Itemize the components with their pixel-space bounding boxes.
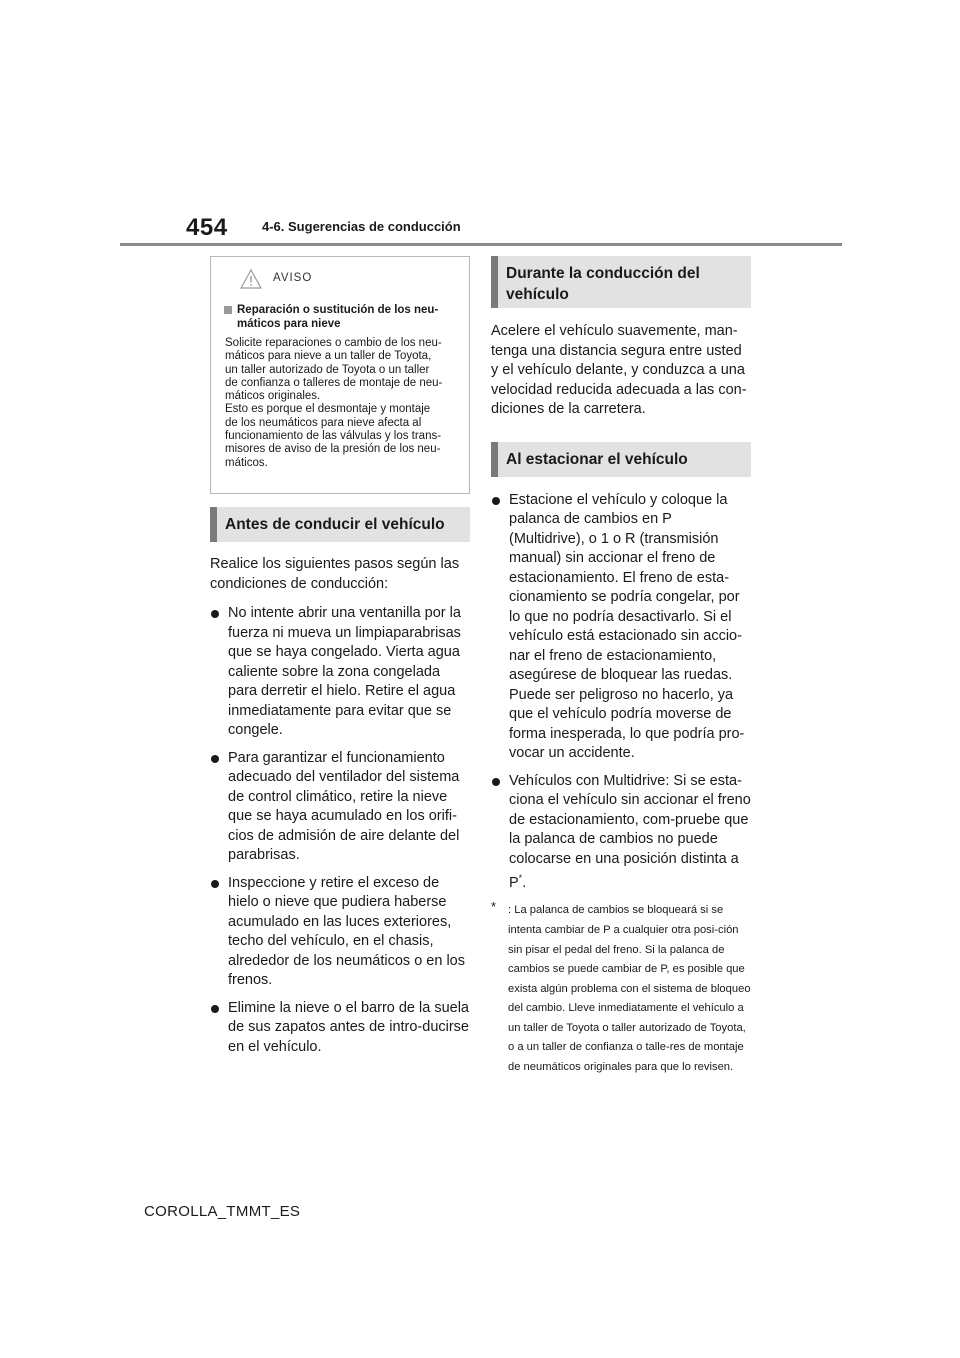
warning-line: Esto es porque el desmontaje y montaje <box>225 403 431 416</box>
warning-line: de los neumáticos para nieve afecta al <box>225 416 422 429</box>
list-item <box>210 874 470 991</box>
bullet-dot-icon <box>492 497 500 505</box>
footnote <box>491 901 751 1077</box>
intro-paragraph: Realice los siguientes pasos según las condiciones de conducción: <box>210 556 460 592</box>
list-item-text: Elimine la nieve o el barro de la suela de sus zapatos antes de intro-ducirse en el vehículo. <box>228 999 469 1055</box>
bullet-dot-icon <box>211 1005 219 1013</box>
section-title: 4-6. Sugerencias de conducción <box>262 219 461 234</box>
list-item <box>210 604 470 741</box>
warning-triangle-icon <box>240 269 262 289</box>
before-driving-list <box>210 604 470 1057</box>
list-item-text: Para garantizar el funcionamiento adecuado del ventilador del sistema de control climático, retire la nieve que se haya acumulado en los orifi-cios de admisión de aire delante del parabrisas. <box>228 749 460 863</box>
parking-list <box>491 491 751 894</box>
warning-title <box>221 303 459 331</box>
warning-line: misores de aviso de la presión de los neu- <box>225 443 441 456</box>
header-divider <box>120 243 842 246</box>
list-item-text: No intente abrir una ventanilla por la fuerza ni mueva un limpiaparabrisas que se haya congelado. Vierta agua caliente sobre la zona congelada para derretir el hielo. Retire el agua inmediatamente para evitar que se congele. <box>228 605 461 738</box>
warning-box <box>210 256 470 494</box>
square-bullet-icon <box>224 306 232 314</box>
heading-parking: Al estacionar el vehículo <box>491 442 751 477</box>
list-item-end: . <box>522 874 527 891</box>
driving-paragraph: Acelere el vehículo suavemente, man-tenga una distancia segura entre usted y el vehículo delante, y conduzca a una velocidad reducida adecuada a las con-diciones de la carretera. <box>491 323 747 417</box>
warning-line: máticos originales. <box>225 390 321 403</box>
heading-while-driving: Durante la conducción del vehículo <box>491 256 751 308</box>
list-item <box>210 999 470 1058</box>
footnote-text: : La palanca de cambios se bloqueará si se intenta cambiar de P a cualquier otra posi-ción sin pisar el pedal del freno. Si la palanca de cambios se puede cambiar de P, es posible que exista algún problema con el sistema de bloqueo del cambio. Lleve inmediatamente el vehículo a un taller de Toyota o taller autorizado de Toyota, o a un taller de confianza o talle-res de montaje de neumáticos originales para que lo revisen. <box>508 904 751 1074</box>
list-item <box>491 772 751 894</box>
heading-before-driving: Antes de conducir el vehículo <box>210 507 470 542</box>
bullet-dot-icon <box>492 778 500 786</box>
warning-label: AVISO <box>273 272 313 284</box>
warning-line: funcionamiento de las válvulas y los trans- <box>225 430 442 443</box>
warning-line: un taller autorizado de Toyota o un taller <box>225 363 430 376</box>
warning-line: máticos. <box>225 456 268 469</box>
bullet-dot-icon <box>211 880 219 888</box>
document-code: COROLLA_TMMT_ES <box>144 1203 301 1220</box>
list-item-text: Inspeccione y retire el exceso de hielo o nieve que pudiera haberse acumulado en las luces exteriores, techo del vehículo, en el chasis, alrededor de los neumáticos o en los frenos. <box>228 874 465 988</box>
warning-line: Solicite reparaciones o cambio de los neu- <box>225 337 442 349</box>
bullet-dot-icon <box>211 755 219 763</box>
list-item <box>491 491 751 764</box>
list-item-text: Vehículos con Multidrive: Si se esta-ciona el vehículo sin accionar el freno de estacionamiento, com-pruebe que la palanca de cambios no puede colocarse en una posición distinta a P <box>509 772 751 891</box>
footnote-mark: * <box>491 899 497 915</box>
footnote-ref: * <box>518 873 523 883</box>
left-column <box>210 256 470 1065</box>
list-item-text: Estacione el vehículo y coloque la palanca de cambios en P (Multidrive), o 1 o R (transmisión manual) sin accionar el freno de estacionamiento. El freno de esta-cionamiento se podría congelar, por lo que no podría desactivarlo. Si el vehículo está estacionado sin accio-nar el freno de estacionamiento, asegúrese de bloquear las ruedas. Puede ser peligroso no hacerlo, ya que el vehículo podría moverse de forma inesperada, lo que podría pro-vocar un accidente. <box>509 491 745 761</box>
list-item <box>210 749 470 866</box>
bullet-dot-icon <box>211 610 219 618</box>
warning-line: de confianza o talleres de montaje de neu- <box>225 376 443 389</box>
warning-body <box>221 337 459 470</box>
warning-line: máticos para nieve a un taller de Toyota, <box>225 350 432 363</box>
right-column <box>491 256 751 1078</box>
page-number: 454 <box>186 214 228 241</box>
warning-title-text: Reparación o sustitución de los neu-máticos para nieve <box>237 304 439 330</box>
